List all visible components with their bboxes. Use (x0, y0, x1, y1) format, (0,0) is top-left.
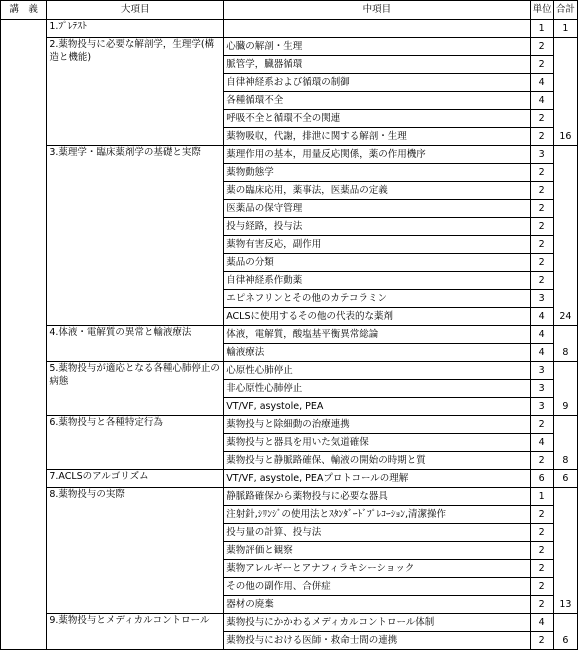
major-item-cell: 4.体液・電解質の異常と輸液療法 (47, 326, 224, 362)
header-unit: 単位 (530, 1, 553, 20)
middle-item-cell: エピネフリンとその他のカテコラミン (224, 290, 530, 308)
unit-cell: 4 (530, 74, 553, 92)
middle-item-cell: 薬物投与における医師・救命士間の連携 (224, 632, 530, 650)
middle-item-cell: 薬物評価と観察 (224, 542, 530, 560)
unit-cell: 6 (530, 470, 553, 488)
unit-cell: 2 (530, 200, 553, 218)
unit-cell: 4 (530, 614, 553, 632)
middle-item-cell: 薬の臨床応用，薬事法，医薬品の定義 (224, 182, 530, 200)
unit-cell: 2 (530, 182, 553, 200)
total-cell: 24 (553, 146, 577, 326)
middle-item-cell (224, 20, 530, 38)
header-lecture: 講 義 (1, 1, 47, 20)
unit-cell: 4 (530, 434, 553, 452)
unit-cell: 3 (530, 146, 553, 164)
unit-cell: 2 (530, 596, 553, 614)
major-item-cell: 7.ACLSのアルゴリズム (47, 470, 224, 488)
middle-item-cell: 医薬品の保守管理 (224, 200, 530, 218)
unit-cell: 2 (530, 542, 553, 560)
middle-item-cell: 自律神経系作動薬 (224, 272, 530, 290)
major-item-cell: 2.薬物投与に必要な解剖学，生理学(構造と機能) (47, 38, 224, 146)
total-cell: 16 (553, 38, 577, 146)
unit-cell: 4 (530, 92, 553, 110)
header-major-item: 大項目 (47, 1, 224, 20)
header-total: 合計 (553, 1, 577, 20)
middle-item-cell: 薬品の分類 (224, 254, 530, 272)
unit-cell: 2 (530, 164, 553, 182)
middle-item-cell: 薬物投与と静脈路確保、輸液の開始の時期と質 (224, 452, 530, 470)
middle-item-cell: VT/VF, asystole, PEA (224, 398, 530, 416)
middle-item-cell: 自律神経系および循環の制御 (224, 74, 530, 92)
unit-cell: 4 (530, 326, 553, 344)
major-item-cell: 3.薬理学・臨床薬剤学の基礎と実際 (47, 146, 224, 326)
unit-cell: 2 (530, 272, 553, 290)
middle-item-cell: 薬物吸収，代謝，排泄に関する解剖・生理 (224, 128, 530, 146)
unit-cell: 2 (530, 524, 553, 542)
unit-cell: 2 (530, 38, 553, 56)
unit-cell: 3 (530, 380, 553, 398)
unit-cell: 2 (530, 452, 553, 470)
middle-item-cell: 薬物投与と除細動の治療連携 (224, 416, 530, 434)
table-row (1, 146, 578, 164)
header-row (1, 1, 578, 20)
major-item-cell: 8.薬物投与の実際 (47, 488, 224, 614)
unit-cell: 2 (530, 506, 553, 524)
unit-cell: 3 (530, 398, 553, 416)
table-row (1, 20, 578, 38)
unit-cell: 2 (530, 416, 553, 434)
unit-cell: 2 (530, 128, 553, 146)
unit-cell: 2 (530, 236, 553, 254)
unit-cell: 2 (530, 560, 553, 578)
unit-cell: 3 (530, 290, 553, 308)
middle-item-cell: 輸液療法 (224, 344, 530, 362)
unit-cell: 2 (530, 218, 553, 236)
total-cell: 8 (553, 416, 577, 470)
lecture-cell (1, 20, 47, 650)
unit-cell: 2 (530, 632, 553, 650)
total-cell: 9 (553, 362, 577, 416)
middle-item-cell: 薬物アレルギーとアナフィラキシーショック (224, 560, 530, 578)
table-row (1, 38, 578, 56)
total-cell: 1 (553, 20, 577, 38)
middle-item-cell: 呼吸不全と循環不全の関連 (224, 110, 530, 128)
middle-item-cell: 体液，電解質，酸塩基平衡異常総論 (224, 326, 530, 344)
middle-item-cell: 非心原性心肺停止 (224, 380, 530, 398)
major-item-cell: 6.薬物投与と各種特定行為 (47, 416, 224, 470)
middle-item-cell: VT/VF, asystole, PEAプロトコールの理解 (224, 470, 530, 488)
middle-item-cell: 心臓の解剖・生理 (224, 38, 530, 56)
table-row (1, 326, 578, 344)
total-cell: 8 (553, 326, 577, 362)
unit-cell: 2 (530, 578, 553, 596)
middle-item-cell: 薬物投与にかかわるメディカルコントロール体制 (224, 614, 530, 632)
middle-item-cell: 注射針,ｼﾘﾝｼﾞの使用法とｽﾀﾝﾀﾞｰﾄﾞﾌﾟﾚｺｰｼｮﾝ,清潔操作 (224, 506, 530, 524)
table-row (1, 488, 578, 506)
table-row (1, 470, 578, 488)
unit-cell: 4 (530, 344, 553, 362)
table-row (1, 614, 578, 632)
middle-item-cell: 薬物投与と器具を用いた気道確保 (224, 434, 530, 452)
unit-cell: 4 (530, 308, 553, 326)
middle-item-cell: 器材の廃棄 (224, 596, 530, 614)
middle-item-cell: 各種循環不全 (224, 92, 530, 110)
unit-cell: 2 (530, 56, 553, 74)
middle-item-cell: 投与経路，投与法 (224, 218, 530, 236)
unit-cell: 2 (530, 254, 553, 272)
table-row (1, 362, 578, 380)
total-cell: 13 (553, 488, 577, 614)
middle-item-cell: 脈管学，臓器循環 (224, 56, 530, 74)
table-body (1, 20, 578, 650)
table-row (1, 416, 578, 434)
middle-item-cell: ACLSに使用するその他の代表的な薬剤 (224, 308, 530, 326)
unit-cell: 1 (530, 20, 553, 38)
middle-item-cell: 薬理作用の基本，用量反応関係，薬の作用機序 (224, 146, 530, 164)
middle-item-cell: 心原性心肺停止 (224, 362, 530, 380)
unit-cell: 3 (530, 362, 553, 380)
major-item-cell: 9.薬物投与とメディカルコントロール (47, 614, 224, 650)
unit-cell: 1 (530, 488, 553, 506)
total-cell: 6 (553, 470, 577, 488)
unit-cell: 2 (530, 110, 553, 128)
header-middle-item: 中項目 (224, 1, 530, 20)
middle-item-cell: 薬物動態学 (224, 164, 530, 182)
middle-item-cell: 投与量の計算、投与法 (224, 524, 530, 542)
middle-item-cell: その他の副作用、合併症 (224, 578, 530, 596)
middle-item-cell: 薬物有害反応，副作用 (224, 236, 530, 254)
middle-item-cell: 静脈路確保から薬物投与に必要な器具 (224, 488, 530, 506)
major-item-cell: 5.薬物投与が適応となる各種心肺停止の病態 (47, 362, 224, 416)
major-item-cell: 1.ﾌﾟﾚﾃｽﾄ (47, 20, 224, 38)
total-cell: 6 (553, 614, 577, 650)
